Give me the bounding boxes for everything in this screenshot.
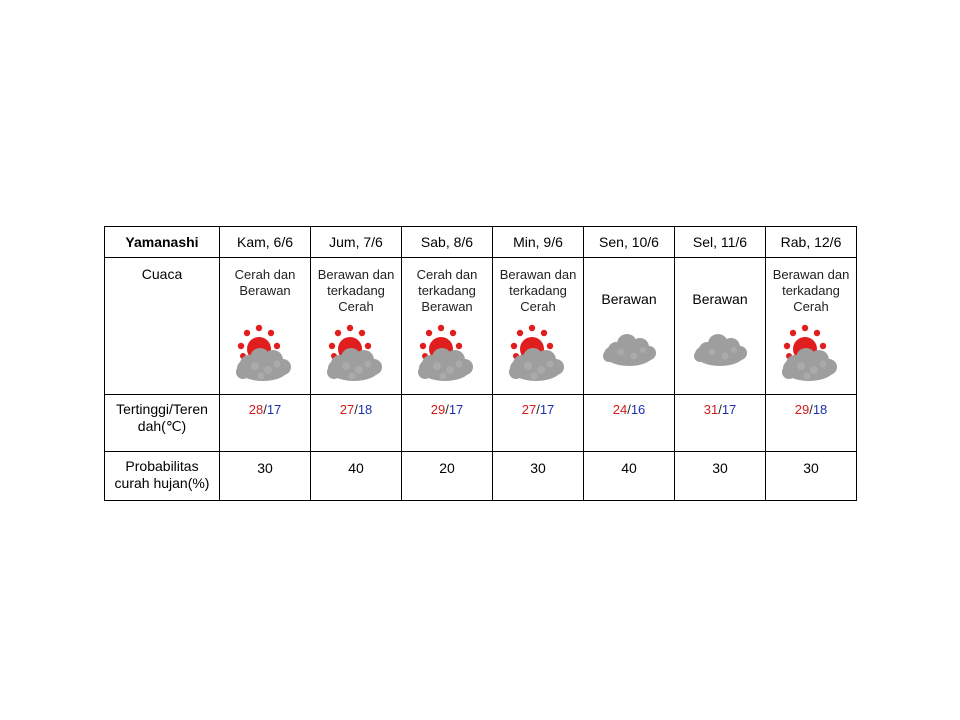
condition-line: Berawan bbox=[421, 299, 473, 314]
high-temp: 29 bbox=[430, 402, 446, 417]
weather-forecast-table bbox=[104, 226, 857, 501]
weather-cell bbox=[584, 258, 675, 395]
temp-separator: / bbox=[718, 402, 722, 417]
temp-separator: / bbox=[536, 402, 540, 417]
weather-label: Cuaca bbox=[141, 266, 183, 282]
weather-cell bbox=[311, 258, 402, 395]
rain-probability: 30 bbox=[712, 460, 728, 476]
condition-text bbox=[493, 258, 583, 315]
condition-line: Berawan dan bbox=[499, 267, 577, 282]
condition-line: terkadang bbox=[782, 283, 840, 298]
rain-probability-row bbox=[105, 452, 857, 501]
rain-probability: 30 bbox=[530, 460, 546, 476]
temperature-cell bbox=[493, 395, 584, 452]
date-cell bbox=[584, 227, 675, 258]
temperature-cell bbox=[220, 395, 311, 452]
weather-cell bbox=[675, 258, 766, 395]
high-temp: 27 bbox=[339, 402, 355, 417]
condition-text bbox=[311, 258, 401, 315]
day-date: Rab, 12/6 bbox=[780, 233, 842, 250]
date-cell bbox=[311, 227, 402, 258]
temp-separator: / bbox=[627, 402, 631, 417]
high-temp: 27 bbox=[521, 402, 537, 417]
temperature-label-line: dah(℃) bbox=[137, 418, 187, 434]
low-temp: 17 bbox=[539, 402, 555, 417]
weather-label-cell bbox=[105, 258, 220, 395]
low-temp: 17 bbox=[266, 402, 282, 417]
date-cell bbox=[220, 227, 311, 258]
rain-cell bbox=[220, 452, 311, 501]
rain-probability: 40 bbox=[621, 460, 637, 476]
cloud-icon bbox=[584, 330, 674, 370]
day-date: Kam, 6/6 bbox=[236, 233, 294, 250]
sun-behind-cloud-icon bbox=[220, 322, 310, 386]
condition-line: terkadang bbox=[418, 283, 476, 298]
low-temp: 16 bbox=[630, 402, 646, 417]
temperature-label-line: Tertinggi/Teren bbox=[116, 401, 208, 417]
temp-separator: / bbox=[809, 402, 813, 417]
high-temp: 31 bbox=[703, 402, 719, 417]
temperature-cell bbox=[402, 395, 493, 452]
day-date: Sab, 8/6 bbox=[420, 233, 474, 250]
weather-cell bbox=[493, 258, 584, 395]
rain-cell bbox=[766, 452, 857, 501]
day-date: Min, 9/6 bbox=[513, 233, 563, 250]
condition-line: Cerah dan bbox=[416, 267, 478, 282]
condition-line: Berawan bbox=[239, 283, 291, 298]
rain-probability: 40 bbox=[348, 460, 364, 476]
condition-line: Cerah bbox=[338, 299, 374, 314]
day-date: Sen, 10/6 bbox=[599, 233, 659, 250]
temp-separator: / bbox=[445, 402, 449, 417]
condition-line: terkadang bbox=[327, 283, 385, 298]
temp-separator: / bbox=[354, 402, 358, 417]
region-cell bbox=[105, 227, 220, 258]
day-date: Jum, 7/6 bbox=[329, 233, 383, 250]
rain-cell bbox=[675, 452, 766, 501]
weather-cell bbox=[402, 258, 493, 395]
rain-label-line: Probabilitas bbox=[125, 458, 199, 474]
rain-cell bbox=[493, 452, 584, 501]
weather-cell bbox=[766, 258, 857, 395]
rain-probability: 20 bbox=[439, 460, 455, 476]
weather-cell bbox=[220, 258, 311, 395]
condition-line: Cerah bbox=[520, 299, 556, 314]
rain-cell bbox=[311, 452, 402, 501]
temperature-label bbox=[105, 395, 219, 435]
low-temp: 18 bbox=[357, 402, 373, 417]
condition-line: terkadang bbox=[509, 283, 567, 298]
date-cell bbox=[675, 227, 766, 258]
condition-line: Cerah bbox=[793, 299, 829, 314]
temp-separator: / bbox=[263, 402, 267, 417]
temperature-cell bbox=[766, 395, 857, 452]
high-temp: 29 bbox=[794, 402, 810, 417]
region-name: Yamanashi bbox=[125, 233, 199, 250]
date-cell bbox=[493, 227, 584, 258]
low-temp: 18 bbox=[812, 402, 828, 417]
temperature-label-cell bbox=[105, 395, 220, 452]
rain-label-line: curah hujan(%) bbox=[114, 475, 210, 491]
day-date: Sel, 11/6 bbox=[692, 233, 748, 250]
weather-row bbox=[105, 258, 857, 395]
condition-line: Berawan dan bbox=[772, 267, 850, 282]
low-temp: 17 bbox=[448, 402, 464, 417]
condition-text bbox=[220, 258, 310, 299]
condition-line: Cerah dan bbox=[234, 267, 296, 282]
sun-behind-cloud-icon bbox=[766, 322, 856, 386]
date-cell bbox=[766, 227, 857, 258]
sun-behind-cloud-icon bbox=[311, 322, 401, 386]
rain-label-cell bbox=[105, 452, 220, 501]
condition-text: Berawan bbox=[601, 291, 657, 307]
rain-probability: 30 bbox=[803, 460, 819, 476]
condition-text bbox=[402, 258, 492, 315]
condition-text bbox=[766, 258, 856, 315]
cloud-icon bbox=[675, 330, 765, 370]
rain-label bbox=[105, 452, 219, 492]
temperature-row bbox=[105, 395, 857, 452]
temperature-cell bbox=[584, 395, 675, 452]
low-temp: 17 bbox=[721, 402, 737, 417]
temperature-cell bbox=[311, 395, 402, 452]
rain-cell bbox=[584, 452, 675, 501]
sun-behind-cloud-icon bbox=[402, 322, 492, 386]
condition-line: Berawan dan bbox=[317, 267, 395, 282]
header-row bbox=[105, 227, 857, 258]
date-cell bbox=[402, 227, 493, 258]
rain-probability: 30 bbox=[257, 460, 273, 476]
temperature-cell bbox=[675, 395, 766, 452]
high-temp: 24 bbox=[612, 402, 628, 417]
high-temp: 28 bbox=[248, 402, 264, 417]
rain-cell bbox=[402, 452, 493, 501]
sun-behind-cloud-icon bbox=[493, 322, 583, 386]
condition-text: Berawan bbox=[692, 291, 748, 307]
